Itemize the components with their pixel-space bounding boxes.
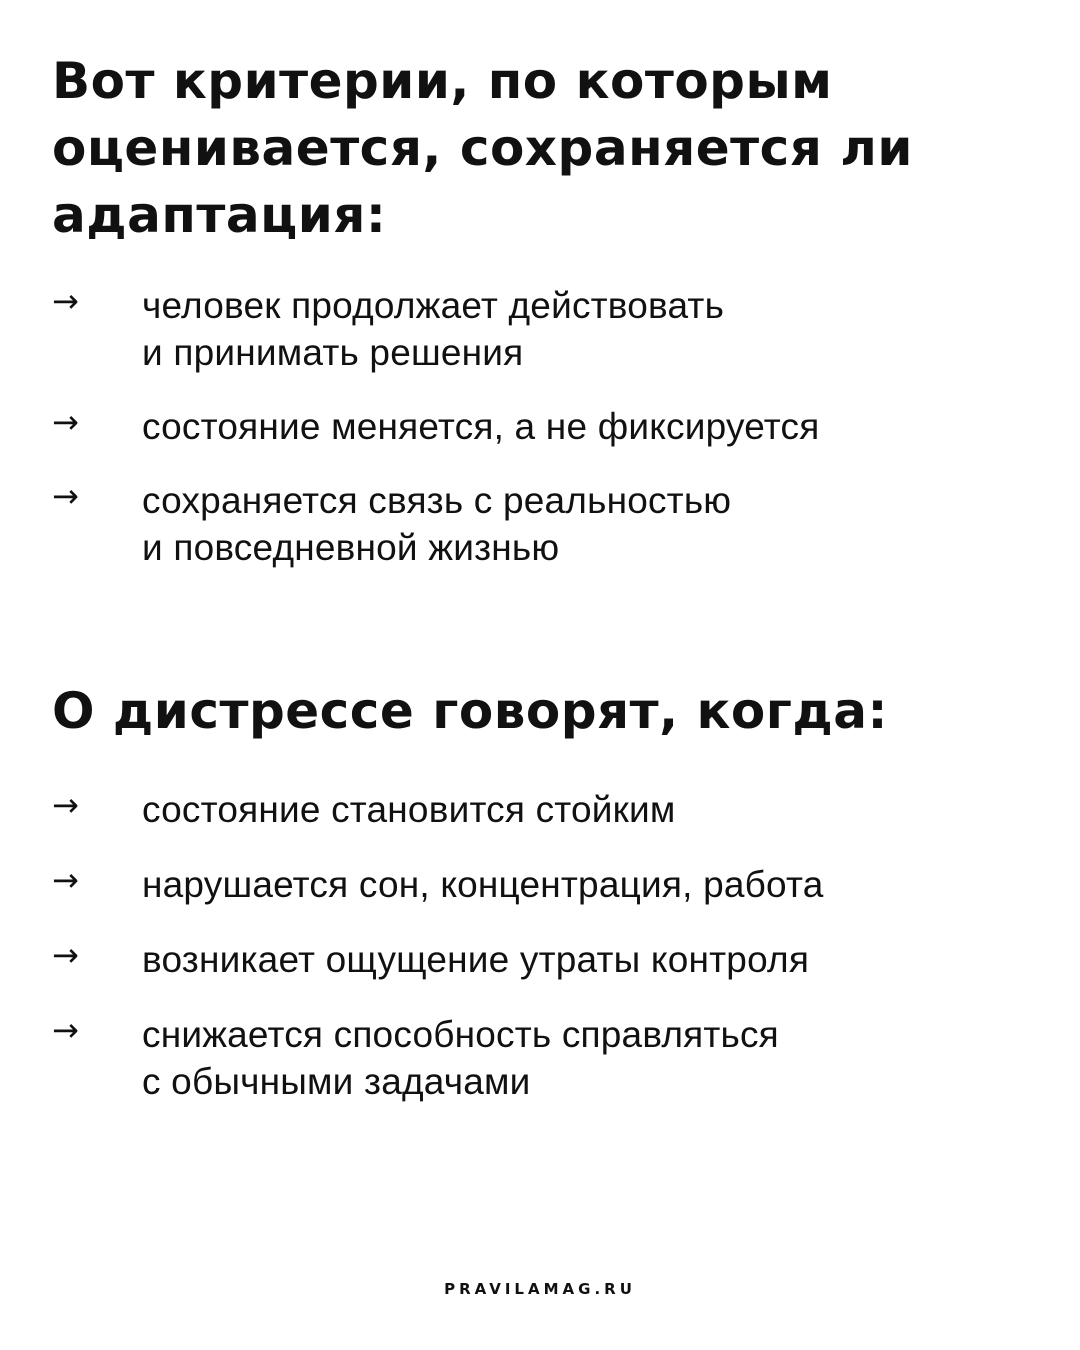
- site-footer: PRAVILAMAG.RU: [444, 1280, 636, 1298]
- list-item: [52, 936, 1042, 983]
- list-item-line: возникает ощущение утраты контроля: [142, 939, 810, 980]
- list-item-line: и принимать решения: [142, 332, 524, 373]
- list-item: [52, 403, 1042, 450]
- heading-line: оценивается, сохраняется ли: [52, 119, 913, 177]
- arrow-right-icon: →: [52, 477, 80, 515]
- arrow-right-icon: →: [52, 936, 80, 974]
- arrow-right-icon: →: [52, 861, 80, 899]
- distress-criteria-list: [52, 786, 1042, 1105]
- section-1-heading: [52, 48, 1052, 249]
- list-item-line: и повседневной жизнью: [142, 527, 560, 568]
- arrow-right-icon: →: [52, 282, 80, 320]
- list-item-line: сохраняется связь с реальностью: [142, 480, 732, 521]
- arrow-right-icon: →: [52, 403, 80, 441]
- list-item: [52, 282, 1042, 376]
- section-2-heading: [52, 678, 1052, 745]
- list-item: [52, 786, 1042, 833]
- list-item: [52, 1011, 1042, 1105]
- heading-line: О дистрессе говорят, когда:: [52, 682, 889, 740]
- list-item-line: состояние меняется, а не фиксируется: [142, 406, 820, 447]
- arrow-right-icon: →: [52, 1011, 80, 1049]
- list-item: [52, 477, 1042, 571]
- list-item-line: нарушается сон, концентрация, работа: [142, 864, 824, 905]
- list-item-line: человек продолжает действовать: [142, 285, 725, 326]
- adaptation-criteria-list: [52, 282, 1042, 571]
- heading-line: адаптация:: [52, 186, 387, 244]
- list-item-line: состояние становится стойким: [142, 789, 676, 830]
- arrow-right-icon: →: [52, 786, 80, 824]
- list-item: [52, 861, 1042, 908]
- list-item-line: с обычными задачами: [142, 1061, 531, 1102]
- heading-line: Вот критерии, по которым: [52, 52, 833, 110]
- list-item-line: снижается способность справляться: [142, 1014, 779, 1055]
